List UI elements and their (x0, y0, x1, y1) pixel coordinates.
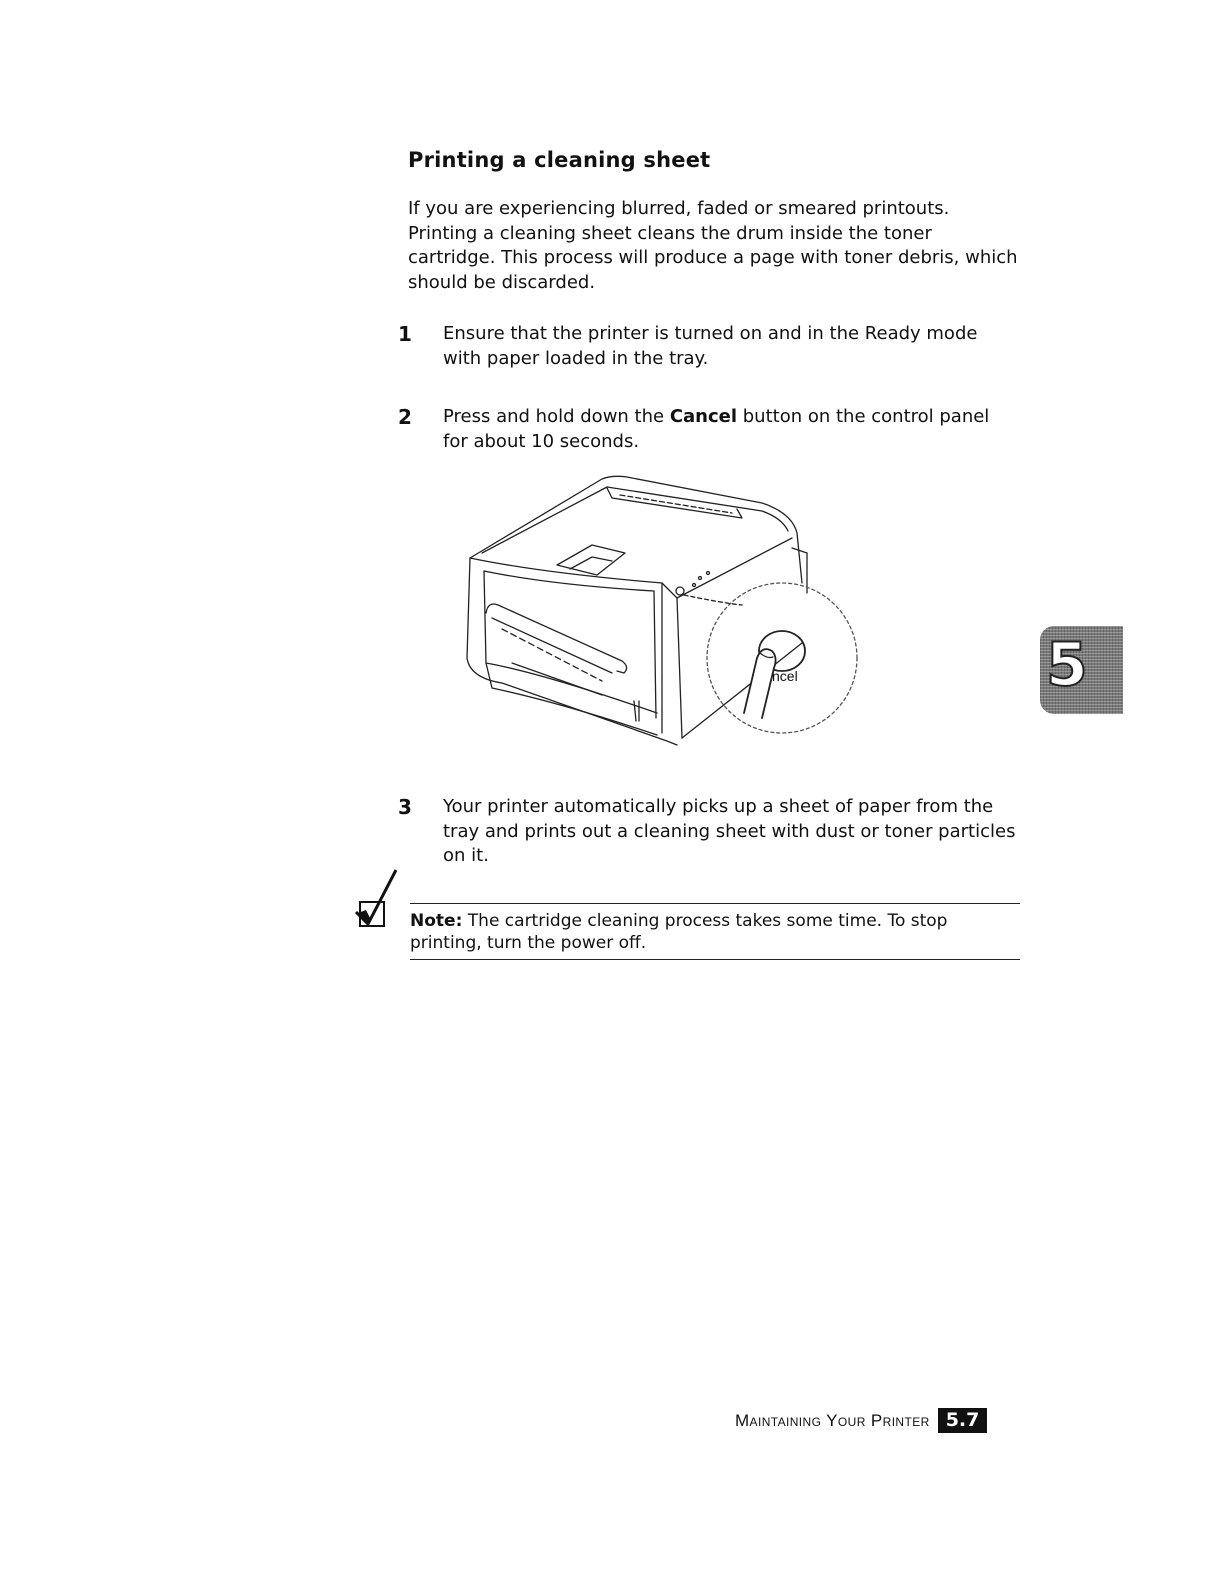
footer-title: Maintaining Your Printer (735, 1410, 930, 1430)
manual-feed (486, 604, 627, 673)
note-block (410, 903, 1020, 960)
cancel-term: Cancel (669, 406, 738, 427)
step-3 (398, 795, 1018, 869)
cancel-button-label: ncel (772, 668, 798, 684)
magnified-circle (707, 583, 857, 733)
step-text (443, 405, 1018, 454)
step-2 (398, 405, 1018, 454)
step-text: Ensure that the printer is turned on and in the Ready mode with paper loaded in the tray. (443, 323, 978, 369)
checkmark-icon (354, 866, 404, 938)
step-1 (398, 322, 1018, 371)
finger (744, 649, 776, 718)
section-heading: Printing a cleaning sheet (408, 148, 711, 172)
printer-illustration (462, 473, 872, 748)
chapter-number: 5 (1046, 630, 1088, 700)
page-number: 5.7 (938, 1408, 988, 1433)
step-number: 1 (398, 322, 412, 346)
step-number: 3 (398, 795, 412, 819)
page-footer (735, 1408, 987, 1433)
paper-tray (486, 663, 657, 735)
step-number: 2 (398, 405, 412, 429)
step-text: Your printer automatically picks up a sheet of paper from the tray and prints out a cleaning sheet with dust or toner particles on it. (443, 796, 1016, 866)
note-text: The cartridge cleaning process takes some time. To stop printing, turn the power off. (410, 911, 948, 953)
printer-front (467, 558, 677, 745)
step-text-before: Press and hold down the (443, 406, 670, 427)
intro-paragraph: If you are experiencing blurred, faded or smeared printouts. Printing a cleaning sheet cleans the drum inside the toner cartridge. This process will produce a page with toner debris, which should be discarded. (408, 198, 1018, 293)
note-label: Note: (410, 911, 463, 931)
step-text-after: button on the control panel for about 10 seconds. (443, 406, 990, 452)
output-tray (557, 545, 625, 575)
